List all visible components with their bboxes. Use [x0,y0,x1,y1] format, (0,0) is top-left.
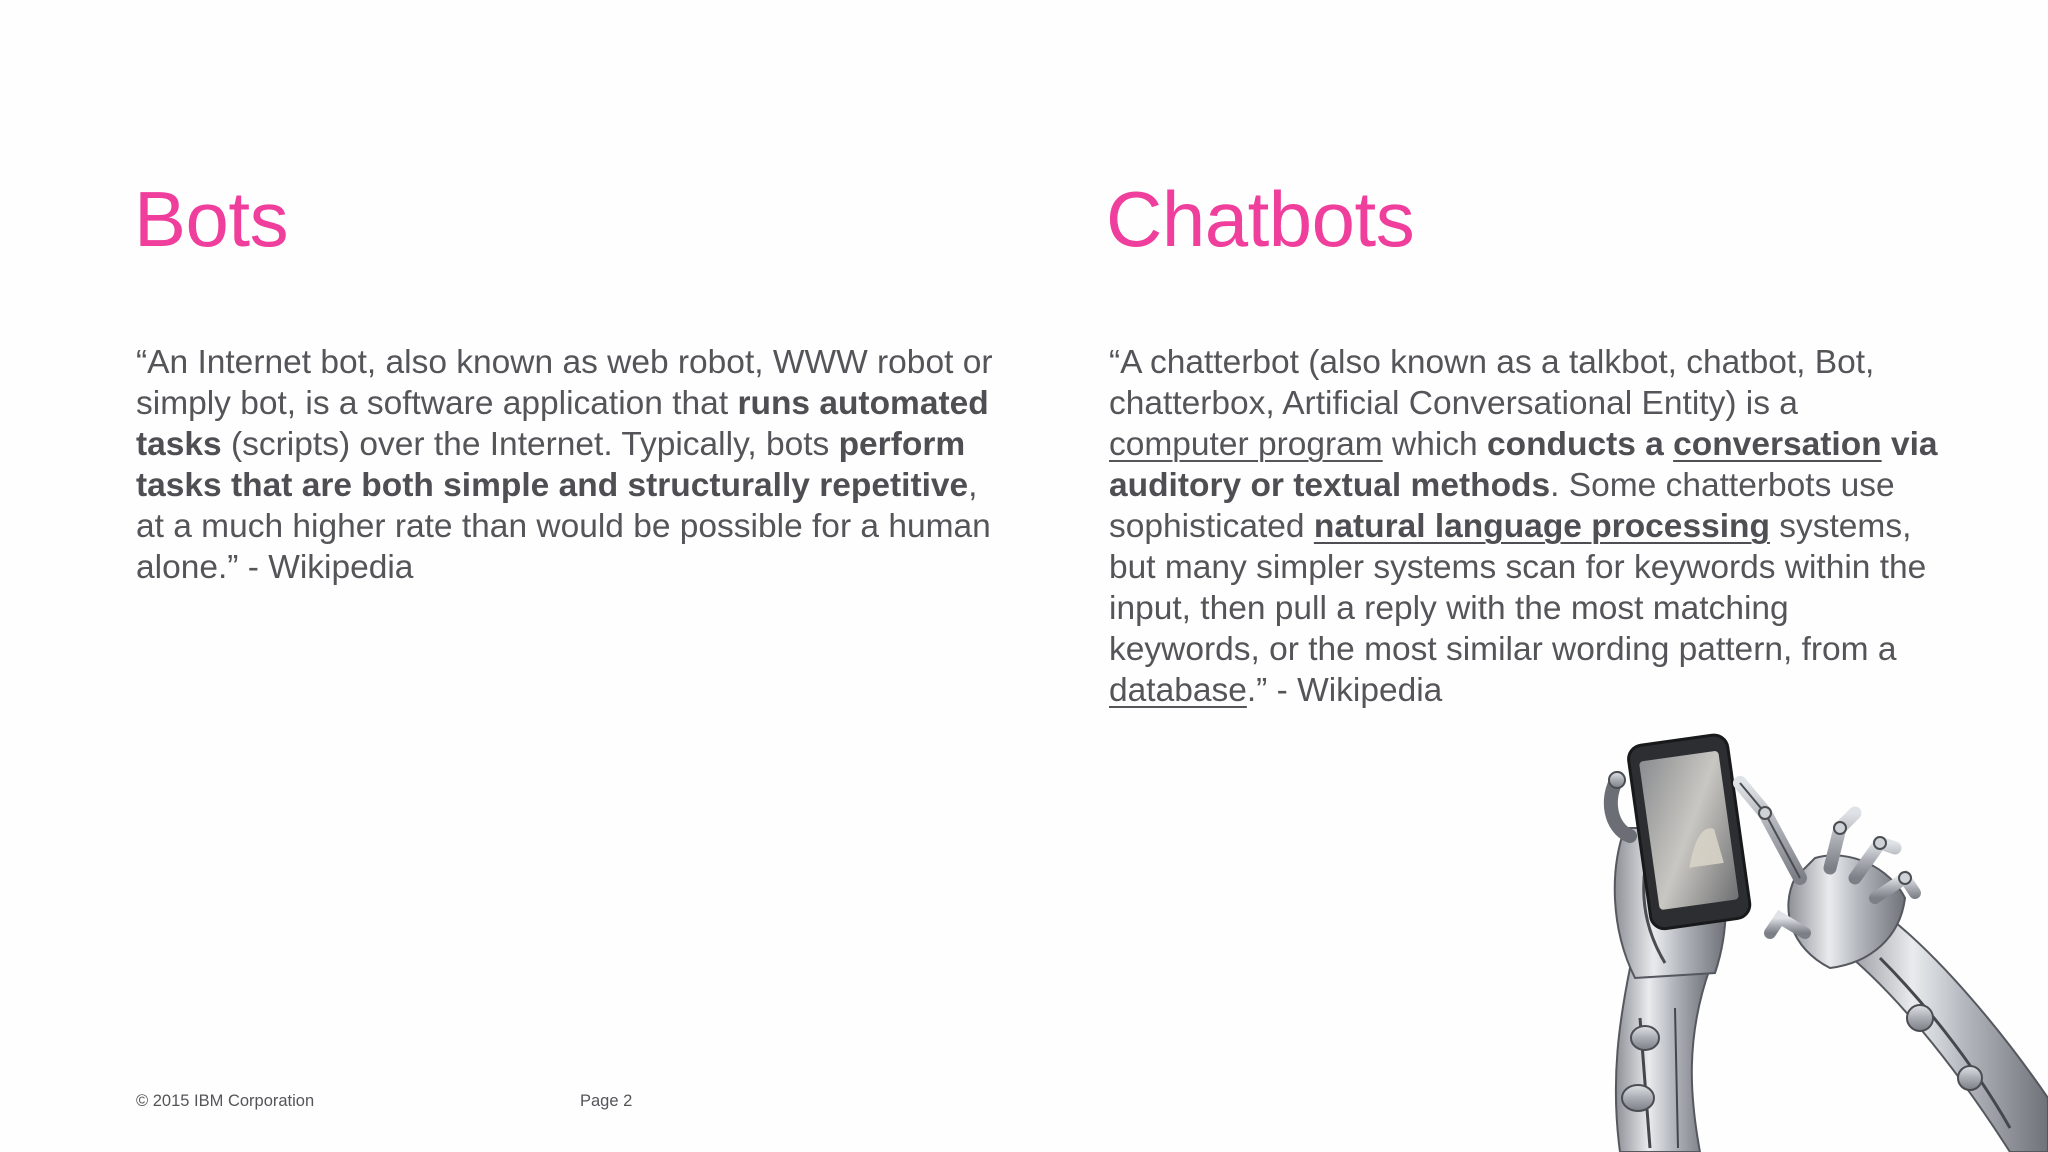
conversation-link[interactable]: conversation [1673,426,1882,463]
chatbots-text-2: which [1382,426,1487,463]
chatbots-text-5: systems, but many simpler systems scan for keywords within the input, then pull a reply with the most matching keywords, or the most similar wording pattern, from a [1109,508,1927,668]
chatbots-text-6: .” - Wikipedia [1246,672,1443,709]
chatbots-title: Chatbots [1106,175,1415,264]
database-link[interactable]: database [1109,672,1247,709]
chatbots-text-1: “A chatterbot (also known as a talkbot, chatbot, Bot, chatterbox, Artificial Conversational Entity) is a [1109,344,1875,422]
bots-title: Bots [134,175,289,264]
chatbots-text-3 [1882,426,1891,463]
natural-language-processing-link[interactable]: natural language processing [1313,508,1770,545]
bots-text-3: , at a much higher rate than would be possible for a human alone.” - Wikipedia [136,467,991,586]
robot-hand-with-smartphone-icon [1590,718,2048,1152]
bots-definition [136,342,996,588]
bots-text-1: “An Internet bot, also known as web robot, WWW robot or simply bot, is a software application that [136,344,993,422]
chatbots-definition [1109,342,1939,711]
chatbots-bold-2: via auditory or textual methods [1109,426,1938,504]
chatbots-text-4: . Some chatterbots use sophisticated [1109,467,1895,545]
bots-bold-2: perform tasks that are both simple and structurally repetitive [136,426,969,504]
page-number: Page 2 [580,1092,633,1110]
bots-text-2: (scripts) over the Internet. Typically, bots [221,426,839,463]
copyright-footer: © 2015 IBM Corporation [136,1092,315,1110]
chatbots-bold-1: conducts a [1486,426,1674,463]
computer-program-link[interactable]: computer program [1109,426,1383,463]
bots-bold-1: runs automated tasks [136,385,989,463]
robot-hand-smartphone-image [1590,718,2048,1152]
